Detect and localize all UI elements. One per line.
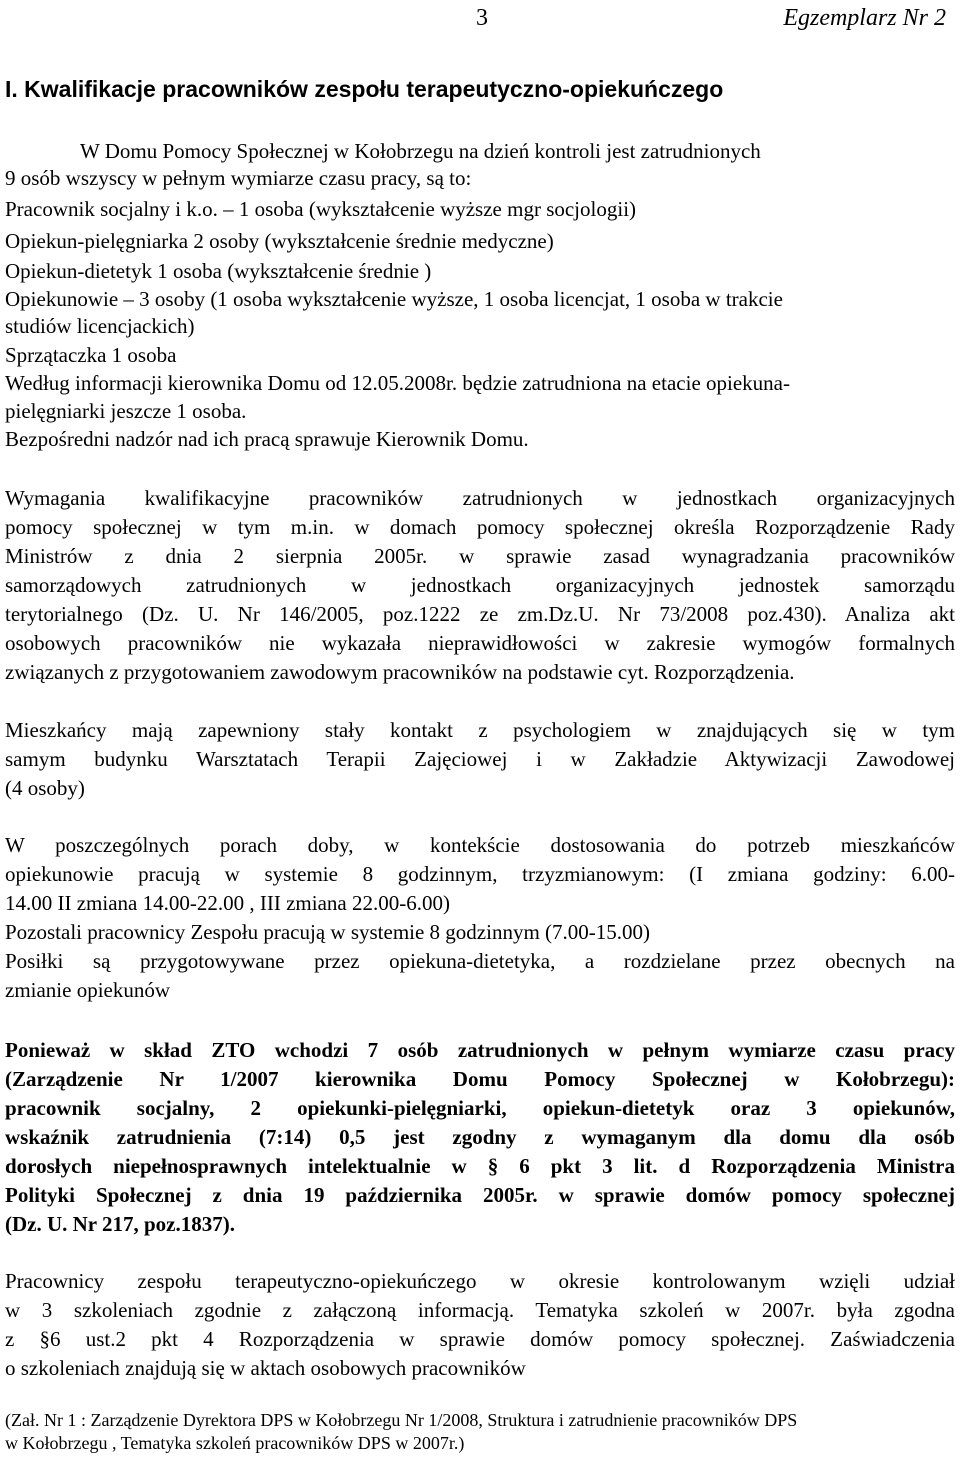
text-line: (Dz. U. Nr 217, poz.1837). [5, 1212, 235, 1236]
text-line: W poszczególnych porach doby, w kontekście dostosowania do potrzeb mieszkańców [5, 833, 955, 857]
text-line: terytorialnego (Dz. U. Nr 146/2005, poz.1222 ze zm.Dz.U. Nr 73/2008 poz.430). Analiza akt [5, 602, 955, 626]
text-line: 9 osób wszyscy w pełnym wymiarze czasu pracy, są to: [5, 166, 472, 190]
text-line: z §6 ust.2 pkt 4 Rozporządzenia w sprawie domów pomocy społecznej. Zaświadczenia [5, 1327, 955, 1351]
text-line: Opiekun-pielęgniarka 2 osoby (wykształcenie średnie medyczne) [5, 229, 554, 253]
text-line: Posiłki są przygotowywane przez opiekuna-dietetyka, a rozdzielane przez obecnych na [5, 949, 955, 973]
text-line: o szkoleniach znajdują się w aktach osobowych pracowników [5, 1356, 526, 1380]
attachment-note-line: w Kołobrzegu , Tematyka szkoleń pracowników DPS w 2007r.) [5, 1433, 465, 1453]
text-line: Wymagania kwalifikacyjne pracowników zatrudnionych w jednostkach organizacyjnych [5, 486, 955, 510]
text-line: pomocy społecznej w tym m.in. w domach pomocy społecznej określa Rozporządzenie Rady [5, 515, 955, 539]
text-line: (4 osoby) [5, 776, 85, 800]
text-line: pracownik socjalny, 2 opiekunki-pielęgniarki, opiekun-dietetyk oraz 3 opiekunów, [5, 1096, 955, 1120]
text-line: Polityki Społecznej z dnia 19 października 2005r. w sprawie domów pomocy społecznej [5, 1183, 955, 1207]
text-line: w 3 szkoleniach zgodnie z załączoną informacją. Tematyka szkoleń w 2007r. była zgodna [5, 1298, 955, 1322]
page-number: 3 [476, 5, 488, 31]
text-line: Ministrów z dnia 2 sierpnia 2005r. w sprawie zasad wynagradzania pracowników [5, 544, 955, 568]
text-line: wskaźnik zatrudnienia (7:14) 0,5 jest zgodny z wymaganym dla domu dla osób [5, 1125, 955, 1149]
text-line: Pozostali pracownicy Zespołu pracują w systemie 8 godzinnym (7.00-15.00) [5, 920, 651, 944]
section-title: I. Kwalifikacje pracowników zespołu terapeutyczno-opiekuńczego [5, 76, 724, 102]
text-line: osobowych pracowników nie wykazała nieprawidłowości w zakresie wymogów formalnych [5, 631, 955, 655]
text-line: Pracownik socjalny i k.o. – 1 osoba (wykształcenie wyższe mgr socjologii) [5, 197, 637, 221]
text-line: zmianie opiekunów [5, 978, 171, 1002]
text-line: Według informacji kierownika Domu od 12.05.2008r. będzie zatrudniona na etacie opiekuna- [5, 371, 790, 395]
copy-label: Egzemplarz Nr 2 [783, 5, 946, 31]
text-line: Pracownicy zespołu terapeutyczno-opiekuńczego w okresie kontrolowanym wzięli udział [5, 1269, 955, 1293]
text-line: Mieszkańcy mają zapewniony stały kontakt z psychologiem w znajdujących się w tym [5, 718, 955, 742]
text-line: Ponieważ w skład ZTO wchodzi 7 osób zatrudnionych w pełnym wymiarze czasu pracy [5, 1038, 955, 1062]
text-line: Opiekunowie – 3 osoby (1 osoba wykształcenie wyższe, 1 osoba licencjat, 1 osoba w trakcie [5, 287, 783, 311]
text-line: (Zarządzenie Nr 1/2007 kierownika Domu Pomocy Społecznej w Kołobrzegu): [5, 1067, 955, 1091]
text-line: samorządowych zatrudnionych w jednostkach organizacyjnych jednostek samorządu [5, 573, 955, 597]
attachment-note-line: (Zał. Nr 1 : Zarządzenie Dyrektora DPS w Kołobrzegu Nr 1/2008, Struktura i zatrudnienie pracowników DPS [5, 1410, 798, 1430]
text-line: samym budynku Warsztatach Terapii Zajęciowej i w Zakładzie Aktywizacji Zawodowej [5, 747, 955, 771]
text-line: W Domu Pomocy Społecznej w Kołobrzegu na dzień kontroli jest zatrudnionych [80, 139, 761, 163]
text-line: studiów licencjackich) [5, 314, 195, 338]
text-line: Opiekun-dietetyk 1 osoba (wykształcenie średnie ) [5, 259, 432, 283]
text-line: Bezpośredni nadzór nad ich pracą sprawuje Kierownik Domu. [5, 427, 529, 451]
text-line: związanych z przygotowaniem zawodowym pracowników na podstawie cyt. Rozporządzenia. [5, 660, 795, 684]
text-line: pielęgniarki jeszcze 1 osoba. [5, 399, 247, 423]
text-line: Sprzątaczka 1 osoba [5, 343, 177, 367]
text-line: opiekunowie pracują w systemie 8 godzinnym, trzyzmianowym: (I zmiana godziny: 6.00- [5, 862, 955, 886]
text-line: dorosłych niepełnosprawnych intelektualnie w § 6 pkt 3 lit. d Rozporządzenia Ministra [5, 1154, 955, 1178]
text-line: 14.00 II zmiana 14.00-22.00 , III zmiana 22.00-6.00) [5, 891, 450, 915]
